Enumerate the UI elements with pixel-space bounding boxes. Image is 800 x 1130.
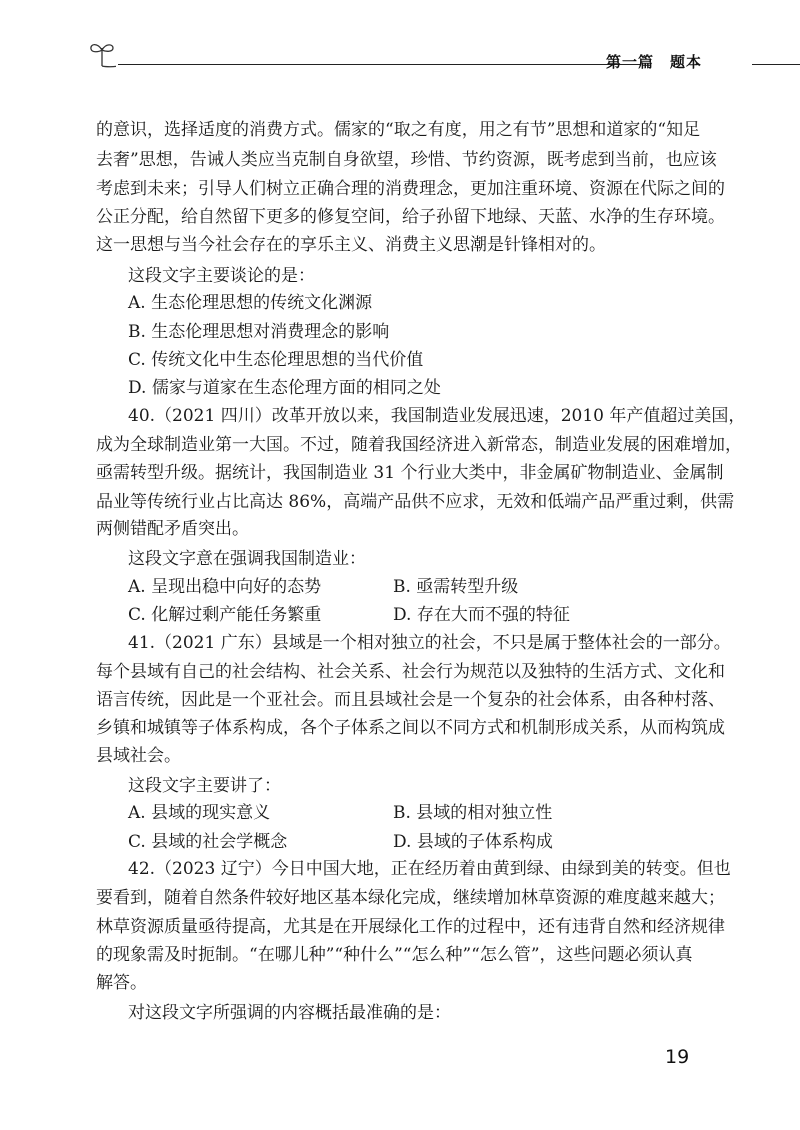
q41-paragraph-line: 每个县域有自己的社会结构、社会关系、社会行为规范以及独特的生活方式、文化和 [96,662,725,682]
q40-paragraph-line: 40.（2021 四川）改革开放以来，我国制造业发展迅速，2010 年产值超过美国， [128,406,746,426]
q39-paragraph-line: 考虑到未来；引导人们树立正确合理的消费理念，更加注重环境、资源在代际之间的 [96,179,725,199]
q40-paragraph-line: 两侧错配矛盾突出。 [96,519,249,539]
q41-paragraph-line: 语言传统，因此是一个亚社会。而且县域社会是一个复杂的社会体系，由各种村落、 [96,690,725,710]
q41-paragraph-line: 乡镇和城镇等子体系构成，各个子体系之间以不同方式和机制形成关系，从而构筑成 [96,718,725,738]
q39-paragraph-line: 的意识，选择适度的消费方式。儒家的“取之有度，用之有节”思想和道家的“知足 [96,120,701,140]
q39-option-c: C. 传统文化中生态伦理思想的当代价值 [128,350,424,370]
page-number: 19 [665,1046,690,1068]
section-title: 第一篇 题本 [606,53,703,71]
q41-option-c: C. 县域的社会学概念 [128,832,288,852]
q42-paragraph-line: 解答。 [96,973,147,993]
q40-paragraph-line: 亟需转型升级。据统计，我国制造业 31 个行业大类中，非金属矿物制造业、金属制 [96,463,724,483]
q39-option-b: B. 生态伦理思想对消费理念的影响 [128,322,390,342]
q42-paragraph-line: 林草资源质量亟待提高，尤其是在开展绿化工作的过程中，还有违背自然和经济规律 [96,917,725,937]
q40-option-d: D. 存在大而不强的特征 [393,605,570,625]
q41-option-b: B. 县域的相对独立性 [393,803,553,823]
q42-question: 对这段文字所强调的内容概括最准确的是： [128,1003,451,1023]
q39-paragraph-line: 这一思想与当今社会存在的享乐主义、消费主义思潮是针锋相对的。 [96,235,606,255]
q39-paragraph-line: 公正分配，给自然留下更多的修复空间，给子孙留下地绿、天蓝、水净的生存环境。 [96,207,725,227]
q39-question: 这段文字主要谈论的是： [128,266,315,286]
q41-paragraph-line: 41.（2021 广东）县域是一个相对独立的社会，不只是属于整体社会的一部分。 [128,633,731,653]
q41-option-d: D. 县域的子体系构成 [393,832,553,852]
q41-question: 这段文字主要讲了： [128,776,281,796]
q41-option-a: A. 县域的现实意义 [128,803,271,823]
q42-paragraph-line: 42.（2023 辽宁）今日中国大地，正在经历着由黄到绿、由绿到美的转变。但也 [128,859,731,879]
q40-option-c: C. 化解过剩产能任务繁重 [128,605,322,625]
q39-option-a: A. 生态伦理思想的传统文化渊源 [128,293,373,313]
q40-paragraph-line: 成为全球制造业第一大国。不过，随着我国经济进入新常态，制造业发展的困难增加， [96,435,742,455]
q39-option-d: D. 儒家与道家在生态伦理方面的相同之处 [128,378,441,398]
q40-option-a: A. 呈现出稳中向好的态势 [128,577,322,597]
q42-paragraph-line: 要看到，随着自然条件较好地区基本绿化完成，继续增加林草资源的难度越来越大； [96,888,725,908]
q39-paragraph-line: 去奢”思想，告诫人类应当克制自身欲望，珍惜、节约资源，既考虑到当前，也应该 [96,150,717,170]
q42-paragraph-line: 的现象需及时扼制。“在哪儿种”“种什么”“怎么种”“怎么管”，这些问题必须认真 [96,945,693,965]
q40-question: 这段文字意在强调我国制造业： [128,549,366,569]
q41-paragraph-line: 县域社会。 [96,746,181,766]
q40-paragraph-line: 品业等传统行业占比高达 86%，高端产品供不应求，无效和低端产品严重过剩，供需 [96,492,735,512]
q40-option-b: B. 亟需转型升级 [393,577,519,597]
